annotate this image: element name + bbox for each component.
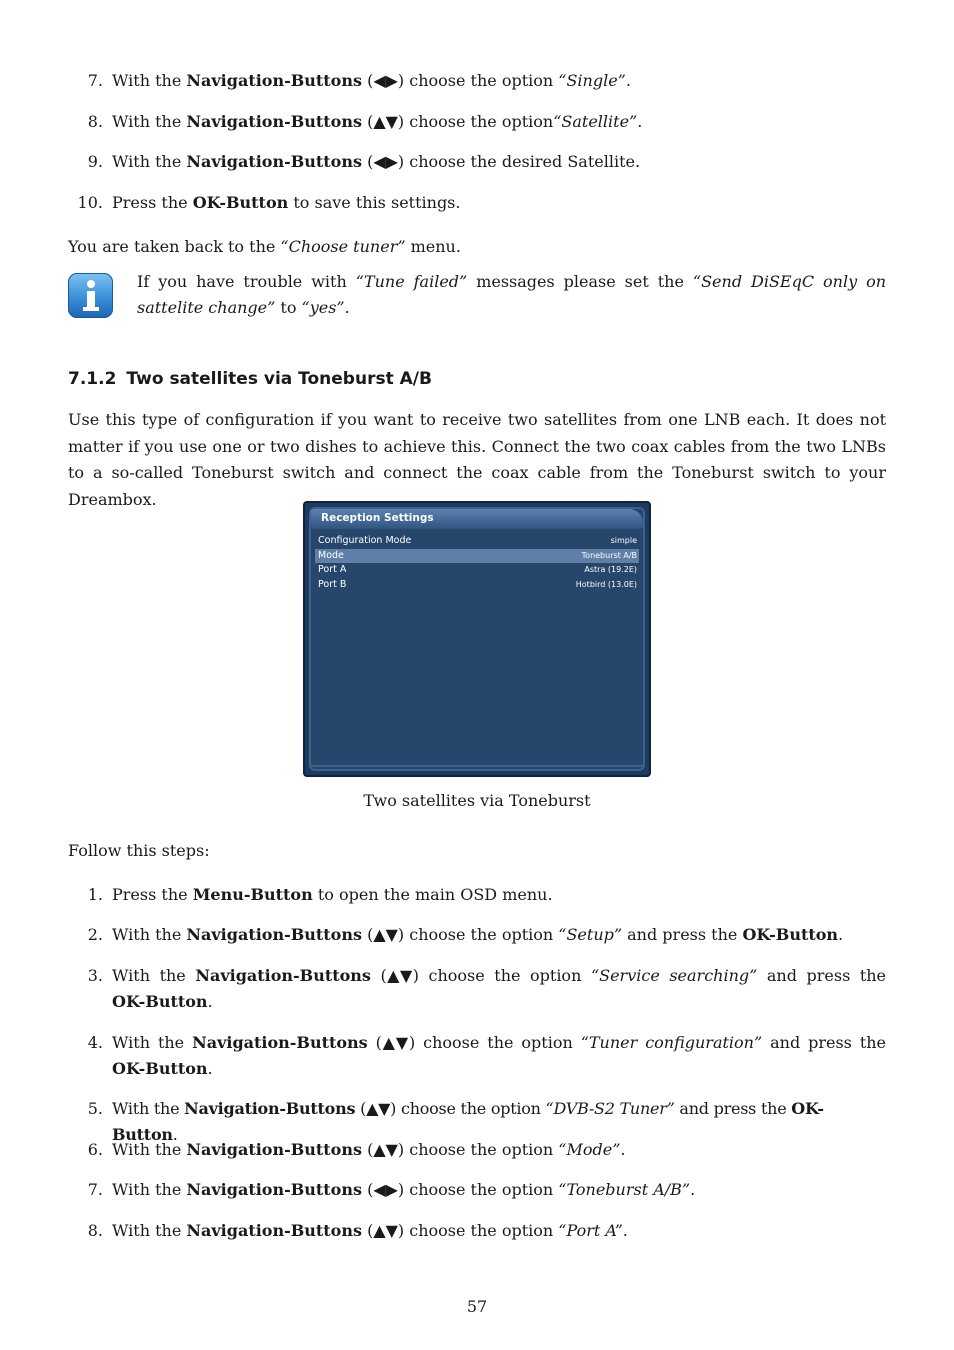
intro-paragraph: Use this type of configuration if you want to receive two satellites from one LNB each. It does not matter if you use one or two dishes to achieve this. Connect the two coax cables from the two LNBs to a so-called Toneburst switch and connect the coax cable from the Toneburst switch to your Dreambox. <box>68 410 886 509</box>
osd-title-bar <box>311 509 643 529</box>
osd-title: Reception Settings <box>321 512 434 524</box>
info-note: If you have trouble with “Tune failed” messages please set the “Send DiSEqC only on sattelite change” to “yes”. <box>137 272 887 317</box>
figure-caption: Two satellites via Toneburst <box>363 791 591 810</box>
section-heading: 7.1.2 Two satellites via Toneburst A/B <box>68 369 432 389</box>
back-paragraph: You are taken back to the “Choose tuner” menu. <box>68 237 461 256</box>
info-icon <box>68 273 113 318</box>
osd-row-configuration-mode: Configuration Mode simple <box>318 535 637 546</box>
osd-row-mode: Mode Toneburst A/B <box>315 549 639 564</box>
follow-paragraph: Follow this steps: <box>68 841 210 860</box>
osd-row-port-a: Port A Astra (19.2E) <box>318 564 637 575</box>
page-number: 57 <box>466 1297 488 1316</box>
osd-row-port-b: Port B Hotbird (13.0E) <box>318 578 637 590</box>
reception-settings-screenshot <box>303 501 651 777</box>
